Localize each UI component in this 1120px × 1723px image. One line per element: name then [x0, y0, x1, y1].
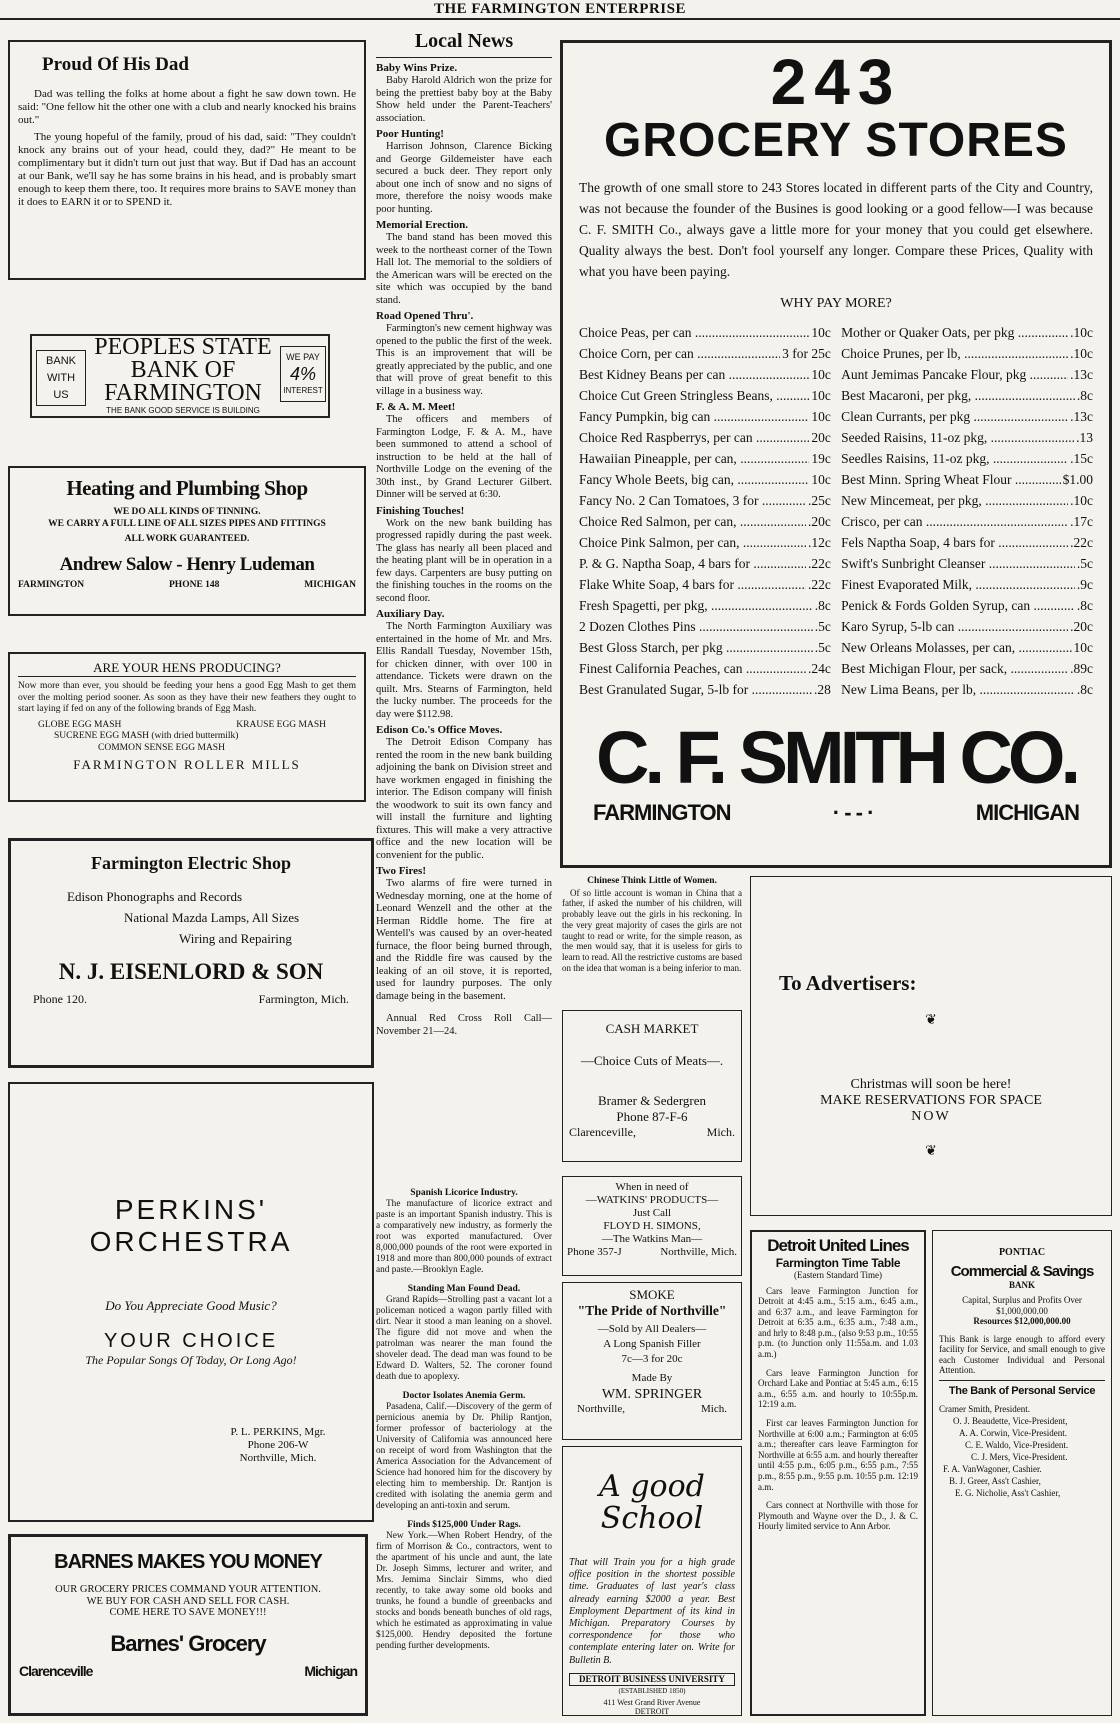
price-item-name: Karo Syrup, 5-lb can ..... [841, 616, 1068, 637]
price-item-name: Seedles Raisins, 11-oz pkg, ..... [841, 448, 1068, 469]
misc-item-heading: Standing Man Found Dead. [407, 1284, 521, 1294]
local-item-text: Harrison Johnson, Clarence Bicking and George Gildemeister have each secured a buck deer. They report only about one inch of snow and no signs of more, therefore the noisy woods make poor hunting. [376, 141, 552, 215]
price-row [579, 385, 831, 406]
smith-intro: The growth of one small store to 243 Stores located in different parts of the City and Country, was not because the founder of the Busines is good looking or a good fellow—I was because C. F. SMITH Co., always gave a little more for your money that you could get elsewhere. Quality always the best. Don't fool yourself any longer. Compare these Prices, Quality with what you have been paying. [579, 180, 1093, 279]
plumbing-line3: ALL WORK GUARANTEED. [124, 534, 250, 544]
dul-subtitle: Farmington Time Table [775, 1256, 901, 1270]
price-row [841, 553, 1093, 574]
price-item-name: New Orleans Molasses, per can, ..... [841, 637, 1071, 658]
barnes-title: BARNES MAKES YOU MONEY [54, 1551, 322, 1573]
price-value: .13c [1070, 409, 1093, 424]
price-item-name: Choice Corn, per can ..... [579, 343, 780, 364]
hens-brands [18, 720, 356, 755]
officer-line: F. A. VanWagoner, Cashier. [943, 1463, 1042, 1474]
officer-line: B. J. Greer, Ass't Cashier, [949, 1475, 1041, 1486]
price-row [841, 385, 1093, 406]
price-row [841, 322, 1093, 343]
orchestra-choice: YOUR CHOICE [103, 1330, 279, 1352]
plumbing-town: FARMINGTON [18, 579, 85, 590]
advert-title: To Advertisers: [779, 971, 917, 995]
price-row [579, 343, 831, 364]
proud-p1: Dad was telling the folks at home about a fight he saw down town. He said: "One fellow hit the other one with a club and nearly knocked his brains out." [18, 88, 356, 126]
orchestra-ad [8, 1082, 374, 1522]
electric-shop-ad [8, 838, 374, 1068]
cash-state: Mich. [706, 1125, 735, 1139]
price-value: .15c [1070, 451, 1093, 466]
electric-phone: Phone 120. [33, 992, 87, 1006]
misc-item-heading: Finds $125,000 Under Rags. [407, 1520, 521, 1530]
price-item-name: Hawaiian Pineapple, per can, ..... [579, 448, 809, 469]
dul-eastern: (Eastern Standard Time) [794, 1270, 882, 1280]
price-row [841, 490, 1093, 511]
orchestra-town: Northville, Mich. [239, 1452, 317, 1464]
price-row [579, 616, 831, 637]
price-row [579, 427, 831, 448]
pontiac-name: Commercial & Savings [950, 1262, 1094, 1280]
smith-name: C. F. SMITH CO. [596, 716, 1076, 799]
smoke-town: Northville, [577, 1403, 625, 1415]
barnes-name: Barnes' Grocery [110, 1630, 266, 1656]
watkins-line3: Just Call [632, 1207, 672, 1219]
price-row [841, 343, 1093, 364]
price-row [579, 532, 831, 553]
price-value: .24c [807, 661, 831, 676]
proud-p2: The young hopeful of the family, proud of his dad, said: "They couldn't knock any brains out of your head, could they, dad?" He meant to be complimentary but it didn't turn out just that way. But if Dad has an account at our Bank, we'll say he has some brains in his head, and is probably smart enough to keep them there, too. It requires more brains to SAVE money than it does to EARN it or to SPEND it. [18, 131, 356, 208]
badge-line: WE PAY [286, 352, 320, 362]
dul-p3: First car leaves Farmington Junction for Northville at 6:00 a.m.; Farmington at 6:05 a.m.; thereafter cars leave Farmington for Northville at 6:55 a.m. and hourly thereafter until 4:55 p.m., 6:05 p.m., 6:55 p.m., 7:55 p.m., 8:55 p.m., 9:55 p.m. 10:55 p.m. 12:19 a.m. [758, 1418, 918, 1492]
smoke-line4: Made By [631, 1372, 673, 1384]
pontiac-title: PONTIAC [998, 1247, 1046, 1258]
plumbing-shop-ad [8, 466, 366, 616]
price-item-name: Finest California Peaches, can ..... [579, 658, 806, 679]
price-value: .5c [814, 619, 831, 634]
price-item-name: Crisco, per can ..... [841, 511, 1068, 532]
price-row [579, 658, 831, 679]
local-news-items [376, 62, 552, 1003]
electric-town: Farmington, Mich. [258, 992, 349, 1006]
cash-footer [569, 1125, 735, 1140]
women-text: Of so little account is woman in China that a father, if asked the number of his children, will probably leave out the girls in his reckoning. In the very great majority of cases the girls are not taught to read or write, for the simple reason, as the men would say, that it is useless for girls to learn to read. All the restrictive customs are based on the idea that woman is a being inferior to man. [562, 887, 742, 974]
price-value: .13 [1076, 430, 1093, 445]
price-value: .8c [1076, 682, 1093, 697]
price-value: .12c [807, 535, 831, 550]
price-item-name: Choice Prunes, per lb, ..... [841, 343, 1068, 364]
watkins-line1: When in need of [615, 1181, 689, 1193]
officer-line: A. A. Corwin, Vice-President. [959, 1427, 1068, 1438]
price-value: 20c [811, 430, 831, 445]
smith-state: MICHIGAN [975, 800, 1079, 825]
price-value: .20c [807, 514, 831, 529]
price-row [841, 364, 1093, 385]
smith-footer [579, 800, 1093, 826]
price-value: .9c [1076, 577, 1093, 592]
watkins-town: Northville, Mich. [660, 1246, 737, 1258]
red-cross-notice: Annual Red Cross Roll Call—November 21—24. [376, 1013, 552, 1037]
price-value: .5c [814, 640, 831, 655]
smith-sep: · - - · [832, 800, 874, 825]
cash-market-ad [562, 1010, 742, 1162]
hens-brand-row [38, 720, 356, 732]
local-item-text: The band stand has been moved this week to the northeast corner of the Town Hall lot. The memorial to the soldiers of the American wars will be erected on the site which was occupied by the band stand. [376, 232, 552, 306]
price-item-name: Best Michigan Flour, per sack, ..... [841, 658, 1068, 679]
pontiac-motto: The Bank of Personal Service [948, 1384, 1096, 1397]
price-row [579, 406, 831, 427]
price-row [579, 322, 831, 343]
price-row [579, 511, 831, 532]
orchestra-songs: The Popular Songs Of Today, Or Long Ago! [85, 1353, 297, 1367]
school-est: (ESTABLISHED 1850) [618, 1687, 686, 1696]
bank-name-line3: FARMINGTON [104, 380, 262, 406]
divider [939, 1380, 1105, 1381]
cash-phone: Phone 87-F-6 [616, 1109, 688, 1124]
bank-name-line1: PEOPLES STATE [94, 334, 272, 360]
price-item-name: Choice Red Raspberrys, per can ..... [579, 427, 809, 448]
cash-name: Bramer & Sedergren [597, 1093, 707, 1108]
price-value: .10c [1070, 346, 1093, 361]
price-value: 3 for 25c [782, 346, 831, 361]
plumbing-line1: WE DO ALL KINDS OF TINNING. [113, 507, 261, 517]
price-value: .5c [1076, 556, 1093, 571]
price-row [841, 511, 1093, 532]
officer-line: C. E. Waldo, Vice-President. [965, 1439, 1069, 1450]
price-value: .8c [814, 598, 831, 613]
badge-line: WITH [46, 372, 76, 384]
local-item-heading: Two Fires! [376, 865, 426, 877]
orchestra-question: Do You Appreciate Good Music? [105, 1298, 277, 1313]
smith-big-number: 243 [770, 46, 902, 118]
price-row [841, 616, 1093, 637]
pontiac-officers [939, 1403, 1105, 1499]
misc-item-text: New York.—When Robert Hendry, of the firm of Morrison & Co., contractors, went to the apartment of his uncle and aunt, the late Dr. Joseph Simms, lecturer and writer, and Mrs. Jemima Sinclair Simms, who died recently, to take away some old books and trunks, he found a bundle of greenbacks and stocks and bonds beneath bunches of old rags, which he estimated as approximating in value $125,000. Hendry deposited the fortune pending further developments. [376, 1531, 552, 1651]
price-value: .17c [1070, 514, 1093, 529]
peoples-bank-logo [30, 334, 330, 418]
price-value: 10c [811, 367, 831, 382]
price-item-name: Flake White Soap, 4 bars for ..... [579, 574, 806, 595]
price-row [579, 553, 831, 574]
school-text: That will Train you for a high grade office position in the shortest possible time. Graduates of last year's class already earning $2000 a year. Best Employment Department of its kind in Michigan. Preparatory Courses by correspondence for those who contemplate entering later on. Write for Bulletin B. [569, 1557, 735, 1666]
price-item-name: Mother or Quaker Oats, per pkg ..... [841, 322, 1068, 343]
hens-brand: SUCRENE EGG MASH (with dried buttermilk) [54, 731, 239, 741]
local-item-heading: Poor Hunting! [376, 128, 444, 140]
local-item-text: The officers and members of Farmington Lodge, F. & A. M., have been summoned to attend a school of instruction to be held at the hall of Northville Lodge on the evening of the 30th inst., by Grand Lecturer Gilbert. Dinner will be served at 6:30. [376, 414, 552, 500]
price-value: 10c [811, 388, 831, 403]
misc-news-column [376, 1186, 552, 1716]
bank-name [90, 336, 276, 405]
price-item-name: New Mincemeat, per pkg, ..... [841, 490, 1068, 511]
price-item-name: Aunt Jemimas Pancake Flour, pkg ..... [841, 364, 1068, 385]
school-city: DETROIT [634, 1706, 670, 1716]
orchestra-name1: PERKINS' [114, 1194, 268, 1225]
bank-with-us-badge [36, 350, 86, 406]
officer-line: Cramer Smith, President. [939, 1403, 1030, 1414]
price-value: .22c [807, 577, 831, 592]
cf-smith-ad [560, 40, 1112, 868]
dul-title: Detroit United Lines [767, 1236, 909, 1255]
masthead-title: THE FARMINGTON ENTERPRISE [434, 1, 686, 17]
price-item-name: Choice Peas, per can ..... [579, 322, 809, 343]
proud-of-dad-ad [8, 40, 366, 280]
price-item-name: Best Kidney Beans per can ..... [579, 364, 809, 385]
hens-mill: FARMINGTON ROLLER MILLS [73, 757, 301, 772]
detroit-united-lines-ad [750, 1230, 926, 1716]
hens-brand: COMMON SENSE EGG MASH [98, 742, 225, 753]
price-row [579, 448, 831, 469]
barnes-footer [19, 1663, 357, 1679]
local-item-text: Baby Harold Aldrich won the prize for being the prettiest baby boy at the Baby Show held under the Parent-Teachers' association. [376, 75, 552, 124]
price-item-name: Choice Red Salmon, per can, ..... [579, 511, 806, 532]
plumbing-phone: PHONE 148 [169, 579, 220, 590]
price-value: .89c [1070, 661, 1093, 676]
price-item-name: Penick & Fords Golden Syrup, can ..... [841, 595, 1075, 616]
price-value: 10c [811, 472, 831, 487]
misc-item-heading: Spanish Licorice Industry. [410, 1188, 518, 1198]
price-item-name: New Lima Beans, per lb, ..... [841, 679, 1075, 700]
price-item-name: Finest Evaporated Milk, ..... [841, 574, 1075, 595]
chinese-women-item [562, 876, 742, 994]
price-row [579, 469, 831, 490]
electric-line2: National Mazda Lamps, All Sizes [124, 910, 300, 925]
price-row [579, 679, 831, 700]
price-row [841, 469, 1093, 490]
officer-line: C. J. Mers, Vice-President. [971, 1451, 1068, 1462]
dul-p4: Cars connect at Northville with those for Plymouth and Wayne over the D., J. & C. Hourly limited service to Ann Arbor. [758, 1500, 918, 1532]
electric-line1: Edison Phonographs and Records [67, 889, 243, 904]
local-item-heading: Edison Co.'s Office Moves. [376, 724, 503, 736]
barnes-ad [8, 1534, 368, 1716]
electric-line3: Wiring and Repairing [179, 931, 292, 946]
cash-town: Clarenceville, [569, 1125, 636, 1139]
business-university-ad [562, 1446, 742, 1716]
school-address: 411 West Grand River Avenue [603, 1697, 701, 1707]
officer-line: E. G. Nicholie, Ass't Cashier, [955, 1487, 1061, 1498]
badge-line: BANK [46, 355, 76, 367]
price-item-name: 2 Dozen Clothes Pins ..... [579, 616, 813, 637]
price-item-name: Fancy Pumpkin, big can ..... [579, 406, 809, 427]
price-row [579, 637, 831, 658]
local-news-title: Local News [414, 30, 514, 52]
pontiac-bank-ad [932, 1230, 1112, 1716]
school-name: DETROIT BUSINESS UNIVERSITY [569, 1673, 735, 1687]
interest-badge [280, 346, 326, 402]
smoke-line1: —Sold by All Dealers— [597, 1323, 707, 1335]
women-heading: Chinese Think Little of Women. [587, 876, 717, 886]
price-value: .25c [807, 493, 831, 508]
proud-title: Proud Of His Dad [42, 54, 189, 75]
price-item-name: Fancy Whole Beets, big can, ..... [579, 469, 809, 490]
price-value: 10c [811, 325, 831, 340]
pontiac-resources: Resources $12,000,000.00 [973, 1316, 1071, 1326]
orchestra-name2: ORCHESTRA [89, 1226, 293, 1257]
dul-p2: Cars leave Farmington Junction for Orchard Lake and Pontiac at 5:45 a.m., 6:15 a.m., 6:55 a.m. and hourly to 10:55p.m. 12:19 a.m. [758, 1367, 918, 1410]
plumbing-state: MICHIGAN [304, 579, 356, 590]
price-column-right [841, 322, 1093, 700]
price-row [579, 595, 831, 616]
advert-line2: MAKE RESERVATIONS FOR SPACE [820, 1093, 1042, 1108]
school-script: A good School [599, 1469, 705, 1536]
electric-title: Farmington Electric Shop [91, 853, 291, 873]
price-value: 10c [811, 409, 831, 424]
smoke-maker: WM. SPRINGER [601, 1387, 703, 1402]
smoke-footer [567, 1403, 737, 1416]
smoke-title: SMOKE [629, 1287, 675, 1302]
local-item-heading: Road Opened Thru'. [376, 310, 474, 322]
advert-line3: NOW [911, 1109, 951, 1124]
price-item-name: Seeded Raisins, 11-oz pkg, ..... [841, 427, 1074, 448]
local-news-column [376, 30, 552, 1180]
smith-why: WHY PAY MORE? [780, 296, 892, 311]
price-value: .8c [1076, 598, 1093, 613]
barnes-line1: OUR GROCERY PRICES COMMAND YOUR ATTENTION. [55, 1584, 321, 1595]
misc-item-heading: Doctor Isolates Anemia Germ. [402, 1391, 526, 1401]
price-value: $1.00 [1062, 472, 1093, 487]
watkins-ad [562, 1176, 742, 1276]
plumbing-title: Heating and Plumbing Shop [66, 476, 308, 500]
pontiac-capital: Capital, Surplus and Profits Over $1,000,000.00 [962, 1295, 1082, 1316]
divider [376, 57, 552, 58]
price-value: .10c [1070, 325, 1093, 340]
price-item-name: Fels Naptha Soap, 4 bars for ..... [841, 532, 1068, 553]
local-item-heading: Auxiliary Day. [376, 608, 445, 620]
price-item-name: Best Minn. Spring Wheat Flour ..... [841, 469, 1060, 490]
local-item-text: Work on the new bank building has progressed rapidly during the past week. The glass has nearly all been placed and the heating plant will be in operation in a few days. Carpenters are busy putting on the finishing touches in the rooms on the second floor. [376, 517, 552, 604]
local-item-text: Farmington's new cement highway was opened to the public the first of the week. This is an improvement that will be greatly appreciated by the public, and one that will prove of great benefit to this village in a business way. [376, 323, 552, 397]
price-row [579, 364, 831, 385]
local-item-text: The North Farmington Auxiliary was entertained in the home of Mr. and Mrs. Ellis Randall Tuesday, November 15th, for chicken dinner, with over 100 in attendance. Tickets were drawn on the quilt. Mrs. Stearns of Farmington, held the lucky number. The proceeds for the day were $112.98. [376, 621, 552, 720]
watkins-line4: FLOYD H. SIMONS, [603, 1220, 701, 1232]
local-item-heading: Memorial Erection. [376, 219, 469, 231]
price-row [579, 490, 831, 511]
price-value: 10c [1073, 640, 1093, 655]
bank-name-line2: BANK OF [130, 357, 236, 383]
misc-item-text: Grand Rapids—Strolling past a vacant lot a policeman noticed a wagon partly filled with dirt. Near it stood a man leaning on a shovel. The figure did not move and when the patrolman was nearer the man found the shoveler dead. The dead man was found to be Edward D. Walters, 52. The coroner found death due to apoplexy. [376, 1295, 552, 1382]
hens-body: Now more than ever, you should be feeding your hens a good Egg Mash to get them over the molting period sooner. As soon as they have their new feathers they ought to start laying if fed on any of the following brands of Egg Mash. [18, 681, 356, 714]
misc-item-text: The manufacture of licorice extract and paste is an important Spanish industry. This is a comparatively new industry, as formerly the root was exported manufactured. Over 8,000,000 pounds of the root were exported in 1918 and more than 800,000 pounds of extract and paste.—Brooklyn Eagle. [376, 1199, 552, 1275]
price-item-name: Fancy No. 2 Can Tomatoes, 3 for ..... [579, 490, 806, 511]
to-advertisers-ad [750, 876, 1112, 1216]
watkins-phone: Phone 357-J [567, 1246, 622, 1258]
badge-line: INTEREST [283, 386, 323, 395]
price-value: 19c [811, 451, 831, 466]
price-value: .13c [1070, 367, 1093, 382]
price-item-name: Choice Cut Green Stringless Beans, ..... [579, 385, 809, 406]
smoke-state: Mich. [701, 1403, 727, 1415]
price-row [841, 574, 1093, 595]
price-row [579, 574, 831, 595]
hens-brand: KRAUSE EGG MASH [236, 719, 326, 730]
price-value: .10c [1070, 493, 1093, 508]
pontiac-bank: BANK [1008, 1279, 1035, 1290]
price-value: .28 [813, 682, 831, 697]
hens-brand: GLOBE EGG MASH [38, 719, 122, 730]
price-row [841, 532, 1093, 553]
price-row [841, 679, 1093, 700]
smith-title: GROCERY STORES [604, 114, 1068, 167]
barnes-state: Michigan [304, 1662, 357, 1679]
local-item-heading: Baby Wins Prize. [376, 62, 458, 74]
price-row [841, 448, 1093, 469]
price-item-name: Best Granulated Sugar, 5-lb for ..... [579, 679, 812, 700]
plumbing-names: Andrew Salow - Henry Ludeman [59, 553, 315, 575]
price-row [841, 427, 1093, 448]
local-item-heading: Finishing Touches! [376, 504, 465, 517]
masthead [0, 0, 1120, 20]
plumbing-line2: WE CARRY A FULL LINE OF ALL SIZES PIPES AND FITTINGS [48, 518, 326, 529]
price-row [841, 406, 1093, 427]
price-item-name: Choice Pink Salmon, per can, ..... [579, 532, 806, 553]
misc-item-text: Pasadena, Calif.—Discovery of the germ of pernicious anemia by Dr. Philip Rantjon, former professor of bacteriology at the University of California was announced here on receipt of word from Washington that the America Association for the Advancement of Science had honored him for the discovery by electing him to membership. Dr. Rantjon is credited with isolating the anemia germ and developing an anti-toxin and serum. [376, 1402, 552, 1511]
smith-price-list [579, 322, 1093, 700]
orchestra-mgr: P. L. PERKINS, Mgr. [230, 1426, 326, 1438]
smith-town: FARMINGTON [593, 800, 731, 825]
hens-ad [8, 652, 366, 802]
badge-line: US [53, 389, 69, 401]
price-item-name: Fresh Spagetti, per pkg, ..... [579, 595, 813, 616]
watkins-line2: —WATKINS' PRODUCTS— [585, 1194, 719, 1206]
electric-footer [19, 993, 363, 1006]
local-item-text: Two alarms of fire were turned in Wednesday morning, one at the home of Leonard Wenzell and the other at the Herman Riddle home. The fire at Wentell's was caused by an over-heated furnace, the floor being burned through, and the Riddle fire was caused by the leaking of an oil stove, it is reported, used for laundry purposes. The only damage being in the basement. [376, 878, 552, 1002]
misc-news-items [376, 1188, 552, 1652]
price-item-name: Swift's Sunbright Cleanser ..... [841, 553, 1075, 574]
price-item-name: Best Macaroni, per pkg, ..... [841, 385, 1075, 406]
cash-subtitle: —Choice Cuts of Meats—. [580, 1053, 724, 1068]
ornament-icon: ❦ [925, 1013, 937, 1028]
price-row [841, 658, 1093, 679]
price-item-name: Best Gloss Starch, per pkg ..... [579, 637, 813, 658]
price-item-name: P. & G. Naptha Soap, 4 bars for ..... [579, 553, 806, 574]
officer-line: O. J. Beaudette, Vice-President, [953, 1415, 1068, 1426]
local-item-heading: F. & A. M. Meet! [376, 401, 456, 413]
smoke-pride: "The Pride of Northville" [577, 1303, 727, 1318]
plumbing-footer [18, 580, 356, 592]
orchestra-phone: Phone 206-W [247, 1439, 309, 1451]
barnes-line2: WE BUY FOR CASH AND SELL FOR CASH. [86, 1595, 290, 1607]
badge-line: 4% [289, 364, 316, 384]
barnes-line3: COME HERE TO SAVE MONEY!!! [109, 1607, 267, 1618]
watkins-footer [567, 1246, 737, 1259]
advert-line1: Christmas will soon be here! [850, 1077, 1012, 1092]
smoke-line3: 7c—3 for 20c [621, 1353, 683, 1365]
smoke-line2: A Long Spanish Filler [603, 1338, 701, 1350]
price-value: .20c [1070, 619, 1093, 634]
hens-title: ARE YOUR HENS PRODUCING? [18, 660, 356, 677]
price-column-left [579, 322, 831, 700]
cash-title: CASH MARKET [605, 1021, 699, 1036]
electric-firm: N. J. EISENLORD & SON [58, 959, 324, 984]
price-value: .22c [1070, 535, 1093, 550]
dul-p1: Cars leave Farmington Junction for Detroit at 4:45 a.m., 5:15 a.m., 6:45 a.m., and 6:37 a.m., and leave Farmington for Detroit at 6:35 a.m., 6:35 a.m., 7:48 a.m., and hrly to 8:48 p.m., (also 9:53 p.m., 10:55 p.m. (to Junction only 11:55a.m. and 1.03 a.m.) [758, 1285, 918, 1360]
price-value: .8c [1076, 388, 1093, 403]
price-value: .22c [807, 556, 831, 571]
orchestra-contact [218, 1426, 338, 1465]
barnes-town: Clarenceville [19, 1662, 93, 1679]
ornament-icon: ❦ [925, 1144, 937, 1159]
price-row [841, 595, 1093, 616]
price-item-name: Clean Currants, per pkg ..... [841, 406, 1068, 427]
bank-motto: THE BANK GOOD SERVICE IS BUILDING [106, 406, 260, 415]
local-item-text: The Detroit Edison Company has rented the room in the new bank building adjoining the bank on Division street and have workmen engaged in finishing the interior. The Edison company will finish the woodwork to suit its own fancy and will install the furniture and lighting fixtures. This will make a very attractive office and the new location will be convenient for the public. [376, 737, 552, 861]
pontiac-desc: This Bank is large enough to afford every facility for Service, and small enough to give each Customer Individual and Personal Attention. [939, 1333, 1105, 1375]
smoke-ad [562, 1282, 742, 1440]
price-row [841, 637, 1093, 658]
watkins-line5: —The Watkins Man— [601, 1233, 703, 1245]
